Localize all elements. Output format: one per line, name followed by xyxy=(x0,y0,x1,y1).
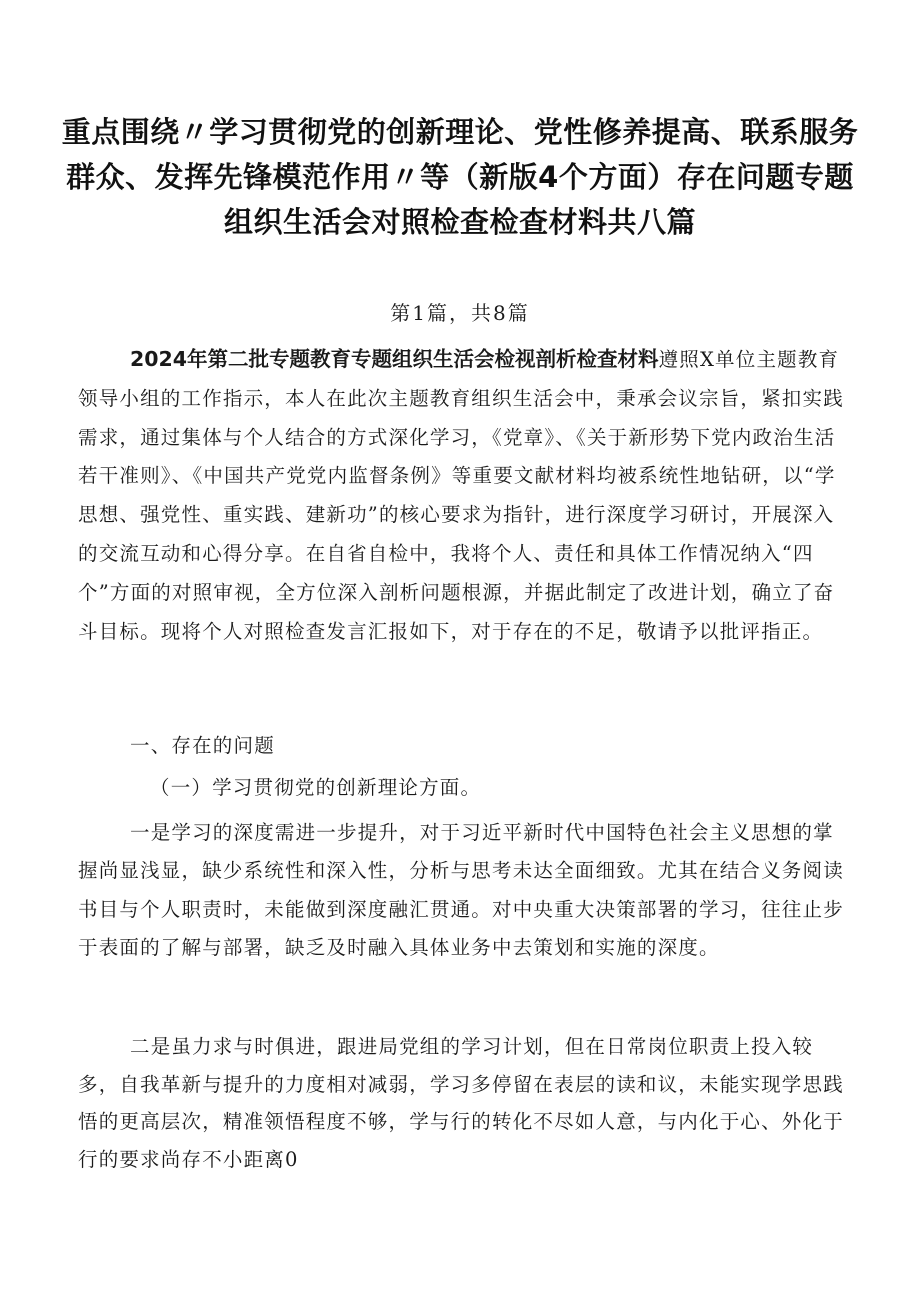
subsection-heading-theory: （一）学习贯彻党的创新理论方面。 xyxy=(150,776,482,799)
page-indicator: 第1篇，共8篇 xyxy=(390,301,530,325)
intro-text: 遵照X单位主题教育领导小组的工作指示，本人在此次主题教育组织生活会中，秉承会议宗旨，紧扣实践需求，通过集体与个人结合的方式深化学习，《党章》、《关于新形势下党内政治生活若干准则》、《中国共产党党内监督条例》等重要文献材料均被系统性地钻研，以“学思想、强党性、重实践、建新功”的核心要求为指针，进行深度学习研讨，开展深入的交流互动和心得分享。在自省自检中，我将个人、责任和具体工作情况纳入“四个”方面的对照审视，全方位深入剖析问题根源，并据此制定了改进计划，确立了奋斗目标。现将个人对照检查发言汇报如下，对于存在的不足，敬请予以批评指正。 xyxy=(78,348,844,643)
intro-heading: 2024年第二批专题教育专题组织生活会检视剖析检查材料 xyxy=(130,347,659,371)
section-heading-problems: 一、存在的问题 xyxy=(130,734,275,757)
problem-item-1: 一是学习的深度需进一步提升，对于习近平新时代中国特色社会主义思想的掌握尚显浅显，缺少系统性和深入性，分析与思考未达全面细致。尤其在结合义务阅读书目与个人职责时，未能做到深度融汇贯通。对中央重大决策部署的学习，往往止步于表面的了解与部署，缺乏及时融入具体业务中去策划和实施的深度。 xyxy=(78,821,844,960)
document-title: 重点围绕〃学习贯彻党的创新理论、党性修养提高、联系服务群众、发挥先锋模范作用〃等（新版4个方面）存在问题专题组织生活会对照检查检查材料共八篇 xyxy=(61,115,859,239)
intro-paragraph xyxy=(78,340,854,651)
problem-item-2: 二是虽力求与时俱进，跟进局党组的学习计划，但在日常岗位职责上投入较多，自我革新与提升的力度相对减弱，学习多停留在表层的读和议，未能实现学思践悟的更高层次，精准领悟程度不够，学与行的转化不尽如人意，与内化于心、外化于行的要求尚存不小距离0 xyxy=(78,1035,844,1171)
